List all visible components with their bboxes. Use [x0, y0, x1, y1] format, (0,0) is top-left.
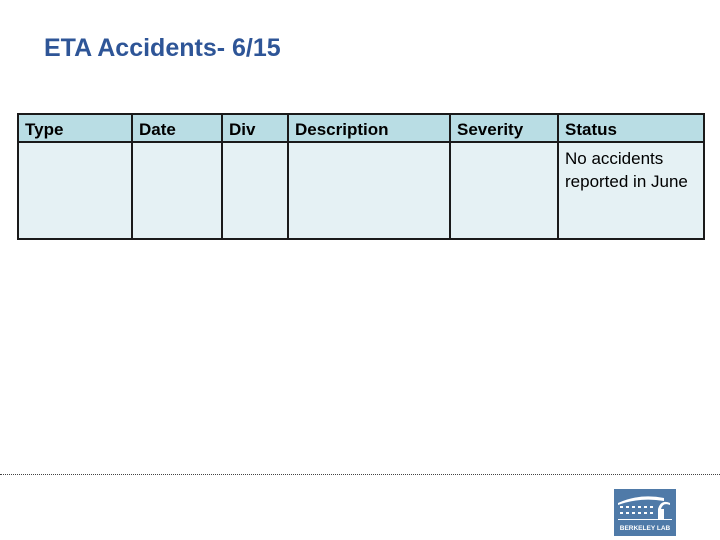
table-row [18, 142, 704, 239]
cell-severity [450, 142, 558, 239]
cell-date [132, 142, 222, 239]
column-header-status: Status [558, 114, 704, 142]
footer-divider [0, 474, 720, 475]
column-header-date: Date [132, 114, 222, 142]
cell-status: No accidents reported in June [558, 142, 704, 239]
accidents-table [17, 113, 705, 240]
cell-type [18, 142, 132, 239]
cell-description [288, 142, 450, 239]
table-header-row [18, 114, 704, 142]
column-header-div: Div [222, 114, 288, 142]
logo-text: BERKELEY LAB [619, 525, 671, 532]
berkeley-lab-logo-icon [614, 489, 676, 536]
cell-div [222, 142, 288, 239]
column-header-description: Description [288, 114, 450, 142]
column-header-type: Type [18, 114, 132, 142]
slide-title: ETA Accidents- 6/15 [44, 34, 281, 62]
column-header-severity: Severity [450, 114, 558, 142]
